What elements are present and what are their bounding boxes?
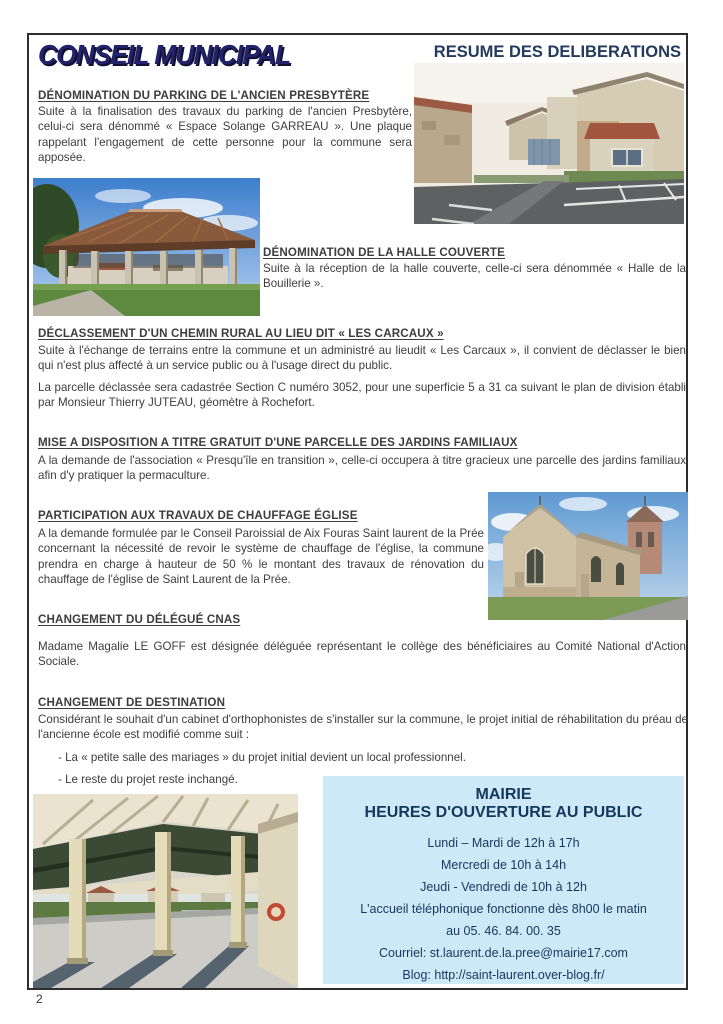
photo-parking	[414, 63, 684, 224]
hours-wednesday: Mercredi de 10h à 14h	[440, 858, 567, 872]
mairie-title: MAIRIE	[475, 786, 532, 803]
section-heading-destination: CHANGEMENT DE DESTINATION	[38, 696, 226, 709]
mairie-info-box	[323, 776, 684, 984]
phone-service-note: L'accueil téléphonique fonctionne dès 8h00 le matin	[360, 902, 647, 916]
blog-line: Blog: http://saint-laurent.over-blog.fr/	[402, 968, 605, 982]
hours-monday-tuesday: Lundi – Mardi de 12h à 17h	[427, 836, 580, 850]
hours-thursday-friday: Jeudi - Vendredi de 10h à 12h	[420, 880, 587, 894]
section-paragraph-declassement-2: La parcelle déclassée sera cadastrée Section C numéro 3052, pour une superficie 5 a 31 ca suivant le plan de division établi par Monsieur Thierry JUTEAU, géomètre à Rochefort.	[38, 381, 686, 410]
conseil-municipal-logo: CONSEIL MUNICIPAL	[38, 39, 291, 70]
section-paragraph-parking: Suite à la finalisation des travaux du parking de l'ancien Presbytère, celui-ci sera dénommé « Espace Solange GARREAU ». Une plaque rappelant l'engagement de cette personne pour la commune sera apposée.	[38, 105, 412, 165]
photo-halle-couverte	[33, 178, 260, 316]
section-paragraph-chauffage: A la demande formulée par le Conseil Paroissial de Aix Fouras Saint laurent de la Prée concernant la nécessité de revoir le système de chauffage de l'église, la commune prendra en charge à hauteur de 50 % le montant des travaux de rénovation du chauffage de l'église de Saint Laurent de la Prée.	[38, 527, 484, 587]
mairie-subtitle: HEURES D'OUVERTURE AU PUBLIC	[364, 804, 643, 821]
section-heading-jardins: MISE A DISPOSITION A TITRE GRATUIT D'UNE PARCELLE DES JARDINS FAMILIAUX	[38, 436, 518, 449]
section-heading-chauffage: PARTICIPATION AUX TRAVAUX DE CHAUFFAGE ÉGLISE	[38, 509, 358, 522]
section-paragraph-jardins: A la demande de l'association « Presqu'île en transition », celle-ci occupera à titre gracieux une parcelle des jardins familiaux afin d'y pratiquer la permaculture.	[38, 454, 686, 483]
destination-bullet-1: - La « petite salle des mariages » du projet initial devient un local professionnel.	[58, 751, 466, 764]
photo-eglise	[488, 492, 688, 620]
page-frame	[27, 33, 688, 990]
section-heading-halle: DÉNOMINATION DE LA HALLE COUVERTE	[263, 246, 505, 259]
page-title: RESUME DES DELIBERATIONS	[433, 43, 681, 61]
section-heading-declassement: DÉCLASSEMENT D'UN CHEMIN RURAL AU LIEU DIT « LES CARCAUX »	[38, 327, 444, 340]
photo-preau	[33, 794, 298, 988]
section-paragraph-cnas: Madame Magalie LE GOFF est désignée déléguée représentant le collège des bénéficiaires au Comité National d'Action Sociale.	[38, 640, 686, 669]
section-paragraph-destination: Considérant le souhait d'un cabinet d'orthophonistes de s'installer sur la commune, le projet initial de réhabilitation du préau de l'ancienne école est modifié comme suit :	[38, 713, 688, 742]
section-paragraph-halle: Suite à la réception de la halle couverte, celle-ci sera dénommée « Halle de la Bouillerie ».	[263, 262, 686, 291]
email-line: Courriel: st.laurent.de.la.pree@mairie17.com	[379, 946, 628, 960]
page-number: 2	[36, 992, 43, 1006]
section-heading-cnas: CHANGEMENT DU DÉLÉGUÉ CNAS	[38, 613, 241, 626]
phone-number: au 05. 46. 84. 00. 35	[446, 924, 561, 938]
section-paragraph-declassement-1: Suite à l'échange de terrains entre la commune et un administré au lieudit « Les Carcaux », il convient de déclasser le bien qui n'est plus affecté à un service public ou à l'usage direct du public.	[38, 344, 686, 373]
section-heading-parking: DÉNOMINATION DU PARKING DE L'ANCIEN PRESBYTÈRE	[38, 89, 370, 102]
destination-bullet-2: - Le reste du projet reste inchangé.	[58, 773, 238, 786]
